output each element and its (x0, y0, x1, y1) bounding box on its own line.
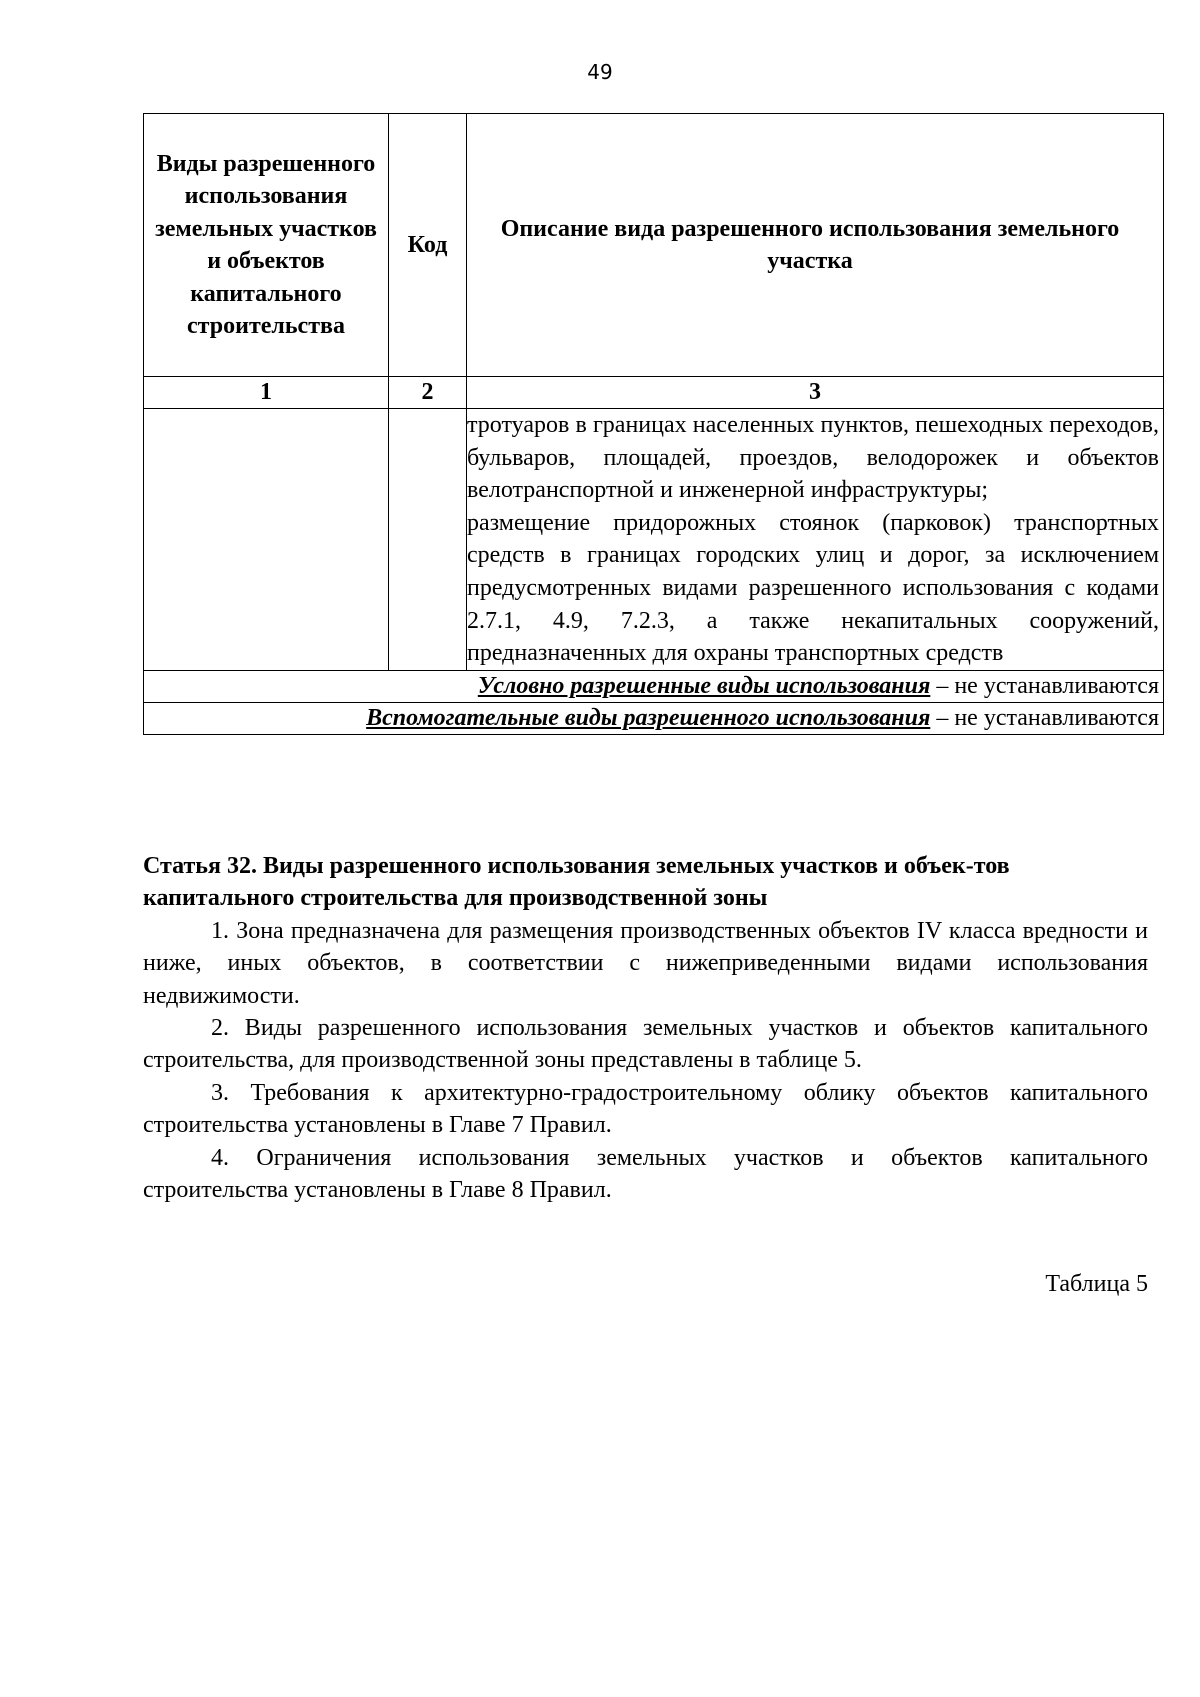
column-number-2: 2 (389, 377, 467, 409)
conditional-uses-label: Условно разрешенные виды использования (477, 672, 931, 699)
auxiliary-uses-label: Вспомогательные виды разрешенного использования (366, 704, 931, 731)
article-title: Статья 32. Виды разрешенного использования земельных участков и объек-тов капитального строительства для производственной зоны (143, 853, 1010, 912)
row-description (467, 409, 1164, 671)
auxiliary-uses-value: – не устанавливаются (930, 704, 1159, 731)
article-section (143, 850, 1148, 1206)
auxiliary-uses-cell (144, 702, 1164, 734)
description-paragraph: размещение придорожных стоянок (парковок) транспортных средств в границах городских улиц и дорог, за исключением предусмотренных видами разрешенного использования с кодами 2.7.1, 4.9, 7.2.3, а также некапитальных сооружений, предназначенных для охраны транспортных средств (467, 509, 1159, 667)
table-row (144, 409, 1164, 671)
article-paragraph: 2. Виды разрешенного использования земельных участков и объектов капитального строительства, для производственной зоны представлены в таблице 5. (143, 1015, 1148, 1074)
header-code: Код (407, 231, 448, 258)
article-paragraph: 1. Зона предназначена для размещения производственных объектов IV класса вредности и ниже, иных объектов, в соответствии с нижеприведенными видами использования недвижимости. (143, 917, 1148, 1009)
auxiliary-uses-row (144, 702, 1164, 734)
conditional-uses-value: – не устанавливаются (930, 672, 1159, 699)
header-cell-land-use-types (144, 114, 389, 377)
description-paragraph: тротуаров в границах населенных пунктов, пешеходных переходов, бульваров, площадей, проездов, велодорожек и объектов велотранспортной и инженерной инфраструктуры; (467, 412, 1159, 504)
table-caption: Таблица 5 (1045, 1271, 1148, 1297)
conditional-uses-cell (144, 670, 1164, 702)
table-header-row (144, 114, 1164, 377)
header-cell-code (389, 114, 467, 377)
conditional-uses-row (144, 670, 1164, 702)
article-paragraph: 3. Требования к архитектурно-градостроительному облику объектов капитального строительства установлены в Главе 7 Правил. (143, 1079, 1148, 1139)
column-number-row (144, 377, 1164, 409)
row-land-use-name (144, 409, 389, 671)
page-number: 49 (587, 60, 613, 84)
header-land-use-types: Виды разрешенного использования земельных участков и объектов капитального строительства (155, 150, 377, 339)
column-number-3: 3 (467, 377, 1164, 409)
article-paragraph: 4. Ограничения использования земельных участков и объектов капитального строительства установлены в Главе 8 Правил. (143, 1144, 1148, 1204)
row-code (389, 409, 467, 671)
header-description: Описание вида разрешенного использования земельного участка (500, 216, 1120, 274)
header-cell-description (467, 114, 1164, 377)
land-use-table (143, 113, 1164, 735)
column-number-1: 1 (144, 377, 389, 409)
